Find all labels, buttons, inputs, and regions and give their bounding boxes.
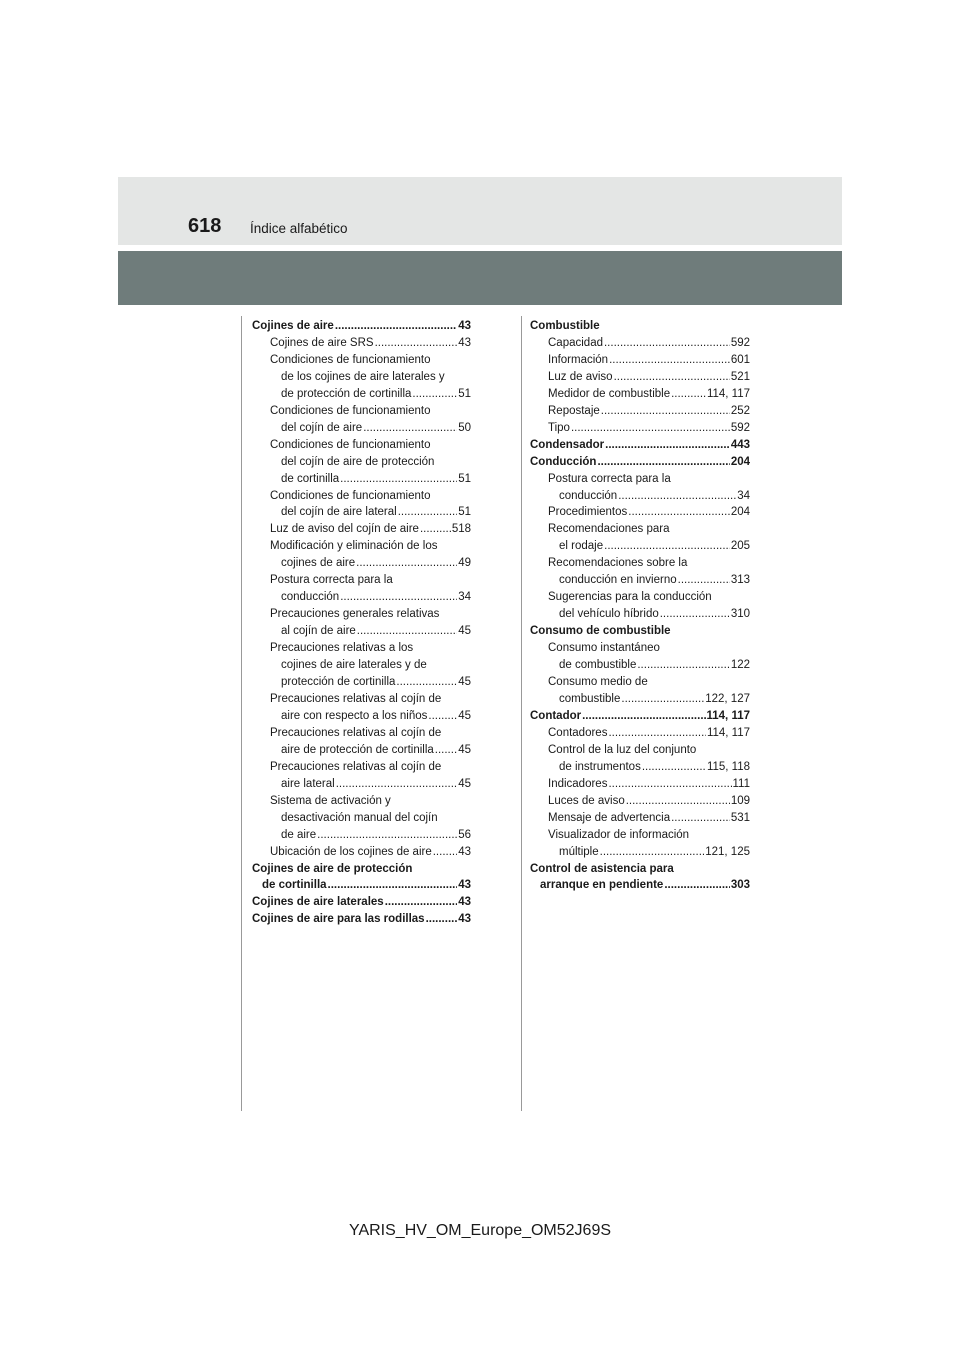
index-term: Cojines de aire SRS xyxy=(270,336,374,349)
index-line: Sistema de activación y xyxy=(270,794,391,807)
dot-leader xyxy=(420,521,451,538)
dot-leader xyxy=(628,504,730,521)
index-term: Luz de aviso xyxy=(548,370,613,383)
index-term: Luces de aviso xyxy=(548,794,625,807)
index-term: aire de protección de cortinilla xyxy=(281,743,434,756)
page-reference: 43 xyxy=(458,320,471,332)
index-line: desactivación manual del cojín xyxy=(281,811,438,824)
index-line: cojines de aire laterales y de xyxy=(281,659,427,672)
index-entry xyxy=(530,488,750,505)
index-term: de protección de cortinilla xyxy=(281,387,412,400)
index-term: arranque en pendiente xyxy=(540,879,664,892)
page-reference: 34 xyxy=(458,591,471,604)
page-reference: 531 xyxy=(730,811,750,824)
page-reference: 45 xyxy=(458,743,471,756)
index-line: Precauciones relativas al cojín de xyxy=(270,726,442,739)
page-reference: 122, 127 xyxy=(705,692,750,705)
index-line: Condiciones de funcionamiento xyxy=(270,404,431,417)
index-term: combustible xyxy=(559,692,621,705)
index-line: Postura correcta para la xyxy=(548,472,671,485)
index-line: Control de la luz del conjunto xyxy=(548,743,697,756)
index-entry xyxy=(530,352,750,369)
page-reference: 310 xyxy=(730,608,750,621)
index-entry xyxy=(530,437,750,454)
index-line: Visualizador de información xyxy=(548,828,690,841)
dot-leader xyxy=(428,708,457,725)
index-term: Capacidad xyxy=(548,336,603,349)
index-entry xyxy=(252,742,471,759)
dot-leader xyxy=(600,844,705,861)
dot-leader xyxy=(597,454,729,471)
page-reference: 45 xyxy=(458,625,471,638)
dot-leader xyxy=(426,911,458,928)
index-term: Cojines de aire para las rodillas xyxy=(252,913,425,926)
index-entry xyxy=(252,877,471,894)
page-reference: 205 xyxy=(730,540,750,553)
index-term: conducción xyxy=(559,489,618,502)
index-term: Tipo xyxy=(548,421,570,434)
index-entry xyxy=(252,589,471,606)
index-line: Condiciones de funcionamiento xyxy=(270,438,431,451)
index-term: aire lateral xyxy=(281,777,335,790)
index-entry xyxy=(252,318,471,335)
page-reference: 303 xyxy=(730,879,750,892)
dot-leader xyxy=(637,657,729,674)
index-entry xyxy=(530,403,750,420)
index-line: Precauciones relativas al cojín de xyxy=(270,760,442,773)
page-reference: 51 xyxy=(458,472,471,485)
page-reference: 51 xyxy=(458,387,471,400)
index-term: Medidor de combustible xyxy=(548,387,671,400)
dot-leader xyxy=(608,725,705,742)
page-reference: 111 xyxy=(732,777,750,790)
dot-leader xyxy=(433,844,457,861)
dot-leader xyxy=(626,793,730,810)
index-entry xyxy=(252,623,471,640)
index-entry xyxy=(530,844,750,861)
page-reference: 109 xyxy=(730,794,750,807)
index-line: Condiciones de funcionamiento xyxy=(270,353,431,366)
index-term: de aire xyxy=(281,828,317,841)
index-term: aire con respecto a los niños xyxy=(281,709,428,722)
page-reference: 115, 118 xyxy=(706,760,750,773)
index-entry xyxy=(252,386,471,403)
dot-leader xyxy=(601,403,730,420)
index-entry xyxy=(252,827,471,844)
index-line: Cojines de aire de protección xyxy=(252,862,413,875)
page-reference: 34 xyxy=(737,489,750,502)
header-band xyxy=(118,177,842,245)
index-term: de combustible xyxy=(559,659,637,672)
index-column-left xyxy=(252,318,471,928)
page-reference: 51 xyxy=(458,506,471,519)
index-term: Contadores xyxy=(548,726,608,739)
index-line: Precauciones relativas a los xyxy=(270,642,414,655)
index-entry xyxy=(530,335,750,352)
index-term: Mensaje de advertencia xyxy=(548,811,671,824)
index-line: Precauciones relativas al cojín de xyxy=(270,692,442,705)
dot-leader xyxy=(678,572,730,589)
dot-leader xyxy=(614,369,730,386)
index-entry xyxy=(530,657,750,674)
index-line: Postura correcta para la xyxy=(270,574,393,587)
dot-leader xyxy=(605,437,730,454)
index-entry xyxy=(252,420,471,437)
section-banner xyxy=(118,251,842,305)
index-entry xyxy=(530,606,750,623)
page-reference: 43 xyxy=(458,845,471,858)
index-entry xyxy=(530,793,750,810)
page-reference: 43 xyxy=(458,336,471,349)
index-line: Sugerencias para la conducción xyxy=(548,591,712,604)
index-entry xyxy=(530,420,750,437)
index-term: conducción xyxy=(281,591,340,604)
index-term: Contador xyxy=(530,709,582,722)
section-title: Índice alfabético xyxy=(250,221,348,236)
index-line: Combustible xyxy=(530,320,600,332)
index-term: protección de cortinilla xyxy=(281,676,396,689)
index-term: del vehículo híbrido xyxy=(559,608,659,621)
dot-leader xyxy=(571,420,730,437)
index-term: Información xyxy=(548,353,609,366)
page-reference: 518 xyxy=(451,523,471,536)
dot-leader xyxy=(385,894,458,911)
dot-leader xyxy=(618,488,736,505)
dot-leader xyxy=(398,504,457,521)
dot-leader xyxy=(363,420,457,437)
index-term: Cojines de aire laterales xyxy=(252,896,384,909)
index-entry xyxy=(530,810,750,827)
page-reference: 45 xyxy=(458,777,471,790)
dot-leader xyxy=(642,759,706,776)
dot-leader xyxy=(604,538,730,555)
index-term: múltiple xyxy=(559,845,599,858)
page-reference: 45 xyxy=(458,676,471,689)
index-term: Condensador xyxy=(530,438,605,451)
page-reference: 45 xyxy=(458,709,471,722)
index-entry xyxy=(530,572,750,589)
index-line: Precauciones generales relativas xyxy=(270,608,440,621)
index-entry xyxy=(252,335,471,352)
index-entry xyxy=(252,894,471,911)
index-entry xyxy=(252,521,471,538)
page-reference: 592 xyxy=(730,421,750,434)
page-reference: 204 xyxy=(730,506,750,519)
index-term: de instrumentos xyxy=(559,760,641,773)
dot-leader xyxy=(335,318,457,335)
index-entry xyxy=(252,674,471,691)
index-entry xyxy=(252,504,471,521)
dot-leader xyxy=(671,810,730,827)
dot-leader xyxy=(328,877,458,894)
index-term: del cojín de aire xyxy=(281,421,363,434)
dot-leader xyxy=(660,606,730,623)
index-column-right xyxy=(530,318,750,894)
dot-leader xyxy=(435,742,457,759)
dot-leader xyxy=(356,555,457,572)
index-line: Condiciones de funcionamiento xyxy=(270,489,431,502)
index-line: Recomendaciones para xyxy=(548,523,670,536)
index-term: Cojines de aire xyxy=(252,320,334,332)
index-entry xyxy=(530,538,750,555)
index-line: Consumo instantáneo xyxy=(548,642,660,655)
page-reference: 56 xyxy=(458,828,471,841)
dot-leader xyxy=(609,352,730,369)
dot-leader xyxy=(340,589,457,606)
document-code: YARIS_HV_OM_Europe_OM52J69S xyxy=(348,1222,612,1239)
dot-leader xyxy=(357,623,457,640)
index-entry xyxy=(252,708,471,725)
page-reference: 43 xyxy=(458,913,471,926)
dot-leader xyxy=(582,708,705,725)
index-term: Indicadores xyxy=(548,777,608,790)
index-term: Procedimientos xyxy=(548,506,628,519)
page-number: 618 xyxy=(188,215,222,237)
page-reference: 443 xyxy=(730,438,750,451)
index-term: el rodaje xyxy=(559,540,604,553)
dot-leader xyxy=(396,674,457,691)
index-line: del cojín de aire de protección xyxy=(281,455,435,468)
index-entry xyxy=(252,555,471,572)
dot-leader xyxy=(375,335,458,352)
page-reference: 43 xyxy=(458,879,471,892)
index-entry xyxy=(530,776,750,793)
index-term: Luz de aviso del cojín de aire xyxy=(270,523,419,536)
page-reference: 204 xyxy=(730,455,750,468)
index-entry xyxy=(530,454,750,471)
dot-leader xyxy=(604,335,730,352)
index-line: Consumo de combustible xyxy=(530,625,671,638)
page-reference: 114, 117 xyxy=(706,726,750,739)
dot-leader xyxy=(412,386,457,403)
dot-leader xyxy=(317,827,457,844)
index-line: Consumo medio de xyxy=(548,676,648,689)
dot-leader xyxy=(340,471,457,488)
page-reference: 122 xyxy=(730,659,750,672)
page-reference: 601 xyxy=(730,353,750,366)
index-entry xyxy=(530,691,750,708)
page-reference: 592 xyxy=(730,336,750,349)
page-reference: 50 xyxy=(458,421,471,434)
page-reference: 114, 117 xyxy=(706,709,750,722)
index-entry xyxy=(530,725,750,742)
page-reference: 43 xyxy=(458,896,471,909)
page-reference: 313 xyxy=(730,574,750,587)
page-reference: 521 xyxy=(730,370,750,383)
index-entry xyxy=(252,844,471,861)
index-entry xyxy=(530,759,750,776)
index-entry xyxy=(252,471,471,488)
index-term: del cojín de aire lateral xyxy=(281,506,397,519)
index-term: de cortinilla xyxy=(281,472,340,485)
index-term: de cortinilla xyxy=(262,879,327,892)
index-entry xyxy=(530,708,750,725)
dot-leader xyxy=(608,776,731,793)
index-term: conducción en invierno xyxy=(559,574,677,587)
left-column-rule xyxy=(241,316,242,1111)
page-reference: 114, 117 xyxy=(706,387,750,400)
index-term: al cojín de aire xyxy=(281,625,356,638)
index-line: Control de asistencia para xyxy=(530,862,674,875)
page-reference: 49 xyxy=(458,557,471,570)
index-term: Conducción xyxy=(530,455,597,468)
page-reference: 252 xyxy=(730,404,750,417)
index-entry xyxy=(252,911,471,928)
index-entry xyxy=(252,776,471,793)
index-entry xyxy=(530,369,750,386)
index-term: Ubicación de los cojines de aire xyxy=(270,845,432,858)
index-term: Repostaje xyxy=(548,404,600,417)
dot-leader xyxy=(671,386,706,403)
index-entry xyxy=(530,386,750,403)
index-entry xyxy=(530,504,750,521)
dot-leader xyxy=(664,877,729,894)
index-line: Modificación y eliminación de los xyxy=(270,540,438,553)
index-entry xyxy=(530,877,750,894)
dot-leader xyxy=(336,776,458,793)
page-reference: 121, 125 xyxy=(705,845,750,858)
index-term: cojines de aire xyxy=(281,557,356,570)
index-line: Recomendaciones sobre la xyxy=(548,557,688,570)
dot-leader xyxy=(621,691,704,708)
right-column-rule xyxy=(521,316,522,1111)
index-line: de los cojines de aire laterales y xyxy=(281,370,445,383)
